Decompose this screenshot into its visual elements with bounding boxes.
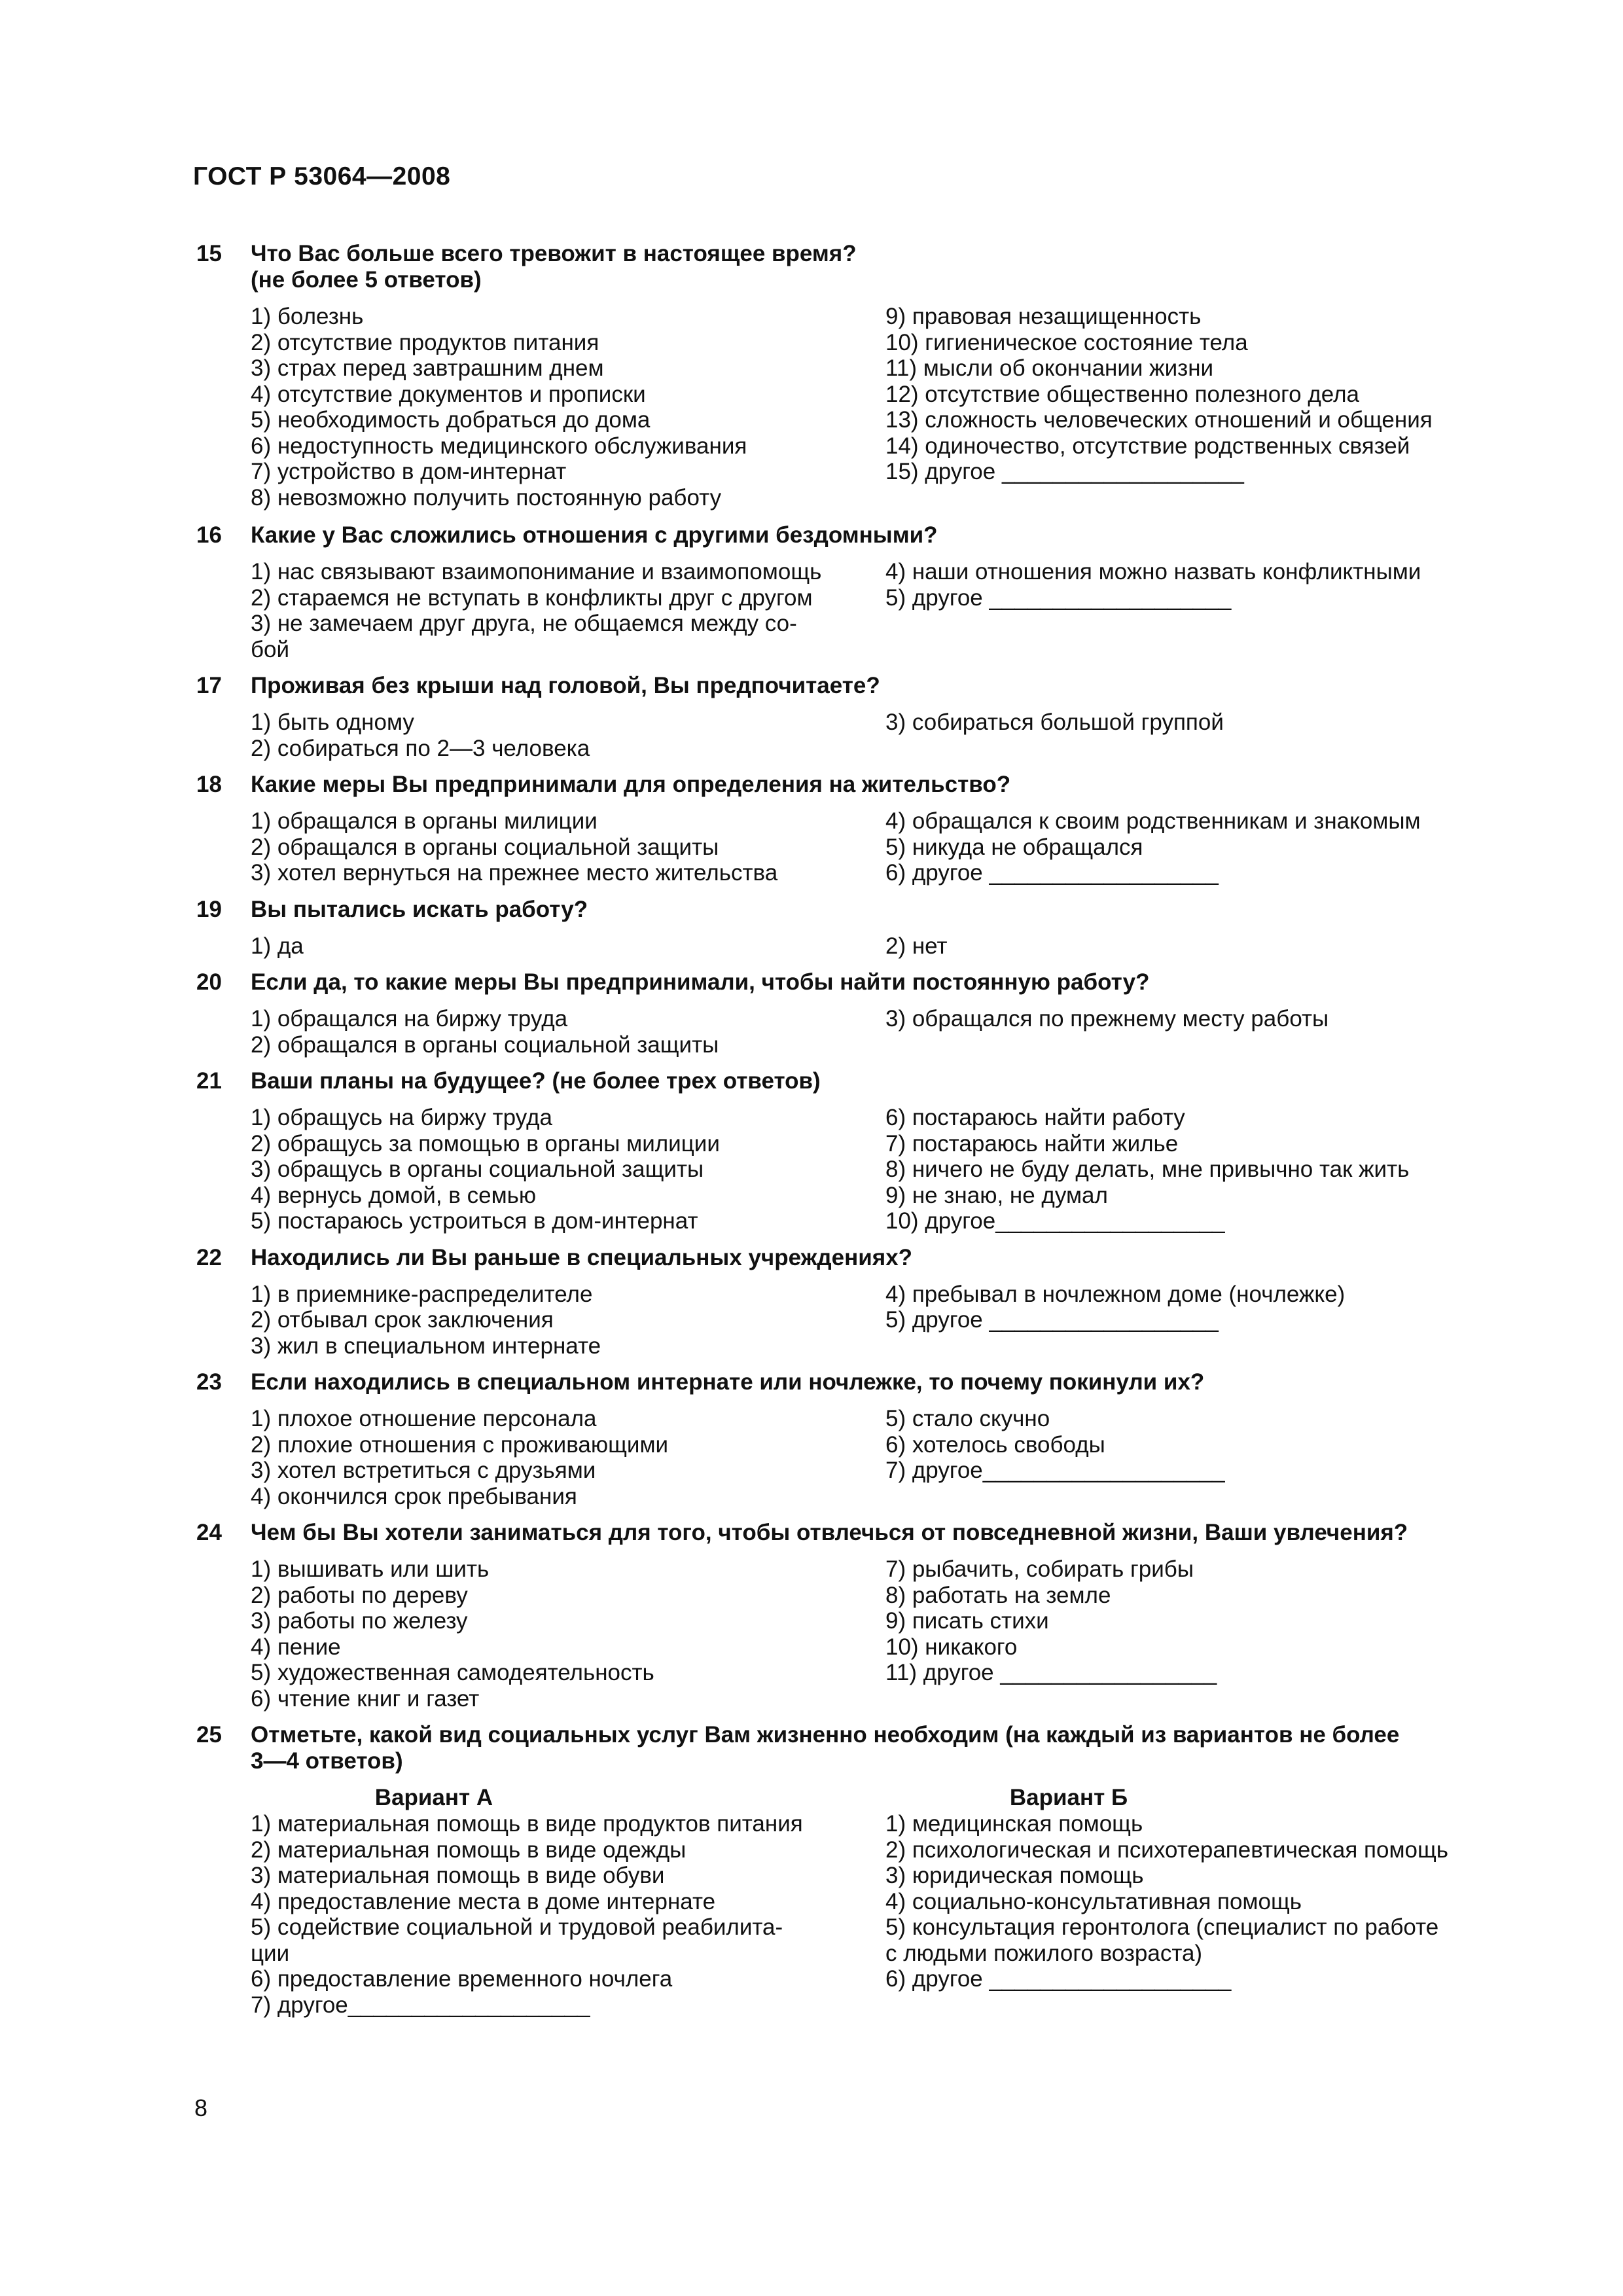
answer-options [251, 709, 1499, 761]
answer-option: 4) отсутствие документов и прописки [251, 381, 646, 407]
question-number: 25 [196, 1722, 222, 1748]
question-title: Проживая без крыши над головой, Вы предпочитаете? [251, 673, 880, 698]
question-header [196, 969, 1499, 996]
answer-option: 2) отбывал срок заключения [251, 1307, 554, 1333]
question-19 [196, 897, 1499, 960]
answer-option: 1) нас связывают взаимопонимание и взаимопомощь [251, 559, 822, 584]
answer-option: 3) страх перед завтрашним днем [251, 355, 604, 381]
answer-option: 5) художественная самодеятельность [251, 1660, 654, 1685]
options-column-right [885, 1785, 1520, 2018]
question-number: 24 [196, 1520, 222, 1545]
question-number: 15 [196, 241, 222, 266]
answer-option: 6) хотелось свободы [885, 1431, 1105, 1458]
question-number: 16 [196, 522, 222, 548]
options-column-right [885, 1406, 1520, 1509]
question-title: Находились ли Вы раньше в специальных учреждениях? [251, 1244, 913, 1270]
answer-option: 1) болезнь [251, 304, 364, 329]
answer-option: 10) другое__________________ [885, 1208, 1225, 1234]
questionnaire [196, 241, 1499, 2028]
question-17 [196, 673, 1499, 761]
question-title: Вы пытались искать работу? [251, 896, 588, 922]
question-number: 21 [196, 1068, 222, 1094]
question-number: 19 [196, 896, 222, 922]
answer-option: 5) другое __________________ [885, 1307, 1219, 1333]
answer-option: 6) недоступность медицинского обслуживания [251, 433, 747, 459]
answer-option: 6) чтение книг и газет [251, 1685, 480, 1712]
options-column-left [251, 559, 885, 662]
answer-option: 10) гигиеническое состояние тела [885, 329, 1248, 355]
question-number: 18 [196, 772, 222, 797]
answer-option: 13) сложность человеческих отношений и общения [885, 407, 1433, 433]
answer-option: 5) стало скучно [885, 1406, 1050, 1431]
answer-option: 3) материальная помощь в виде обуви [251, 1863, 665, 1888]
answer-option: 6) постараюсь найти работу [885, 1105, 1185, 1130]
page-number: 8 [194, 2094, 208, 2121]
answer-options [251, 933, 1499, 960]
question-title: Если да, то какие меры Вы предпринимали, чтобы найти постоянную работу? [251, 969, 1150, 995]
question-title: Отметьте, какой вид социальных услуг Вам жизненно необходим (на каждый из вариантов не более 3—4 ответов) [251, 1722, 1400, 1774]
options-column-right [885, 1006, 1520, 1058]
options-column-left [251, 1556, 885, 1712]
answer-option: 8) невозможно получить постоянную работу [251, 484, 722, 511]
question-header [196, 1369, 1499, 1395]
options-column-right [885, 808, 1520, 886]
answer-option: 5) постараюсь устроиться в дом-интернат [251, 1208, 698, 1234]
question-header [196, 1068, 1499, 1094]
answer-option: 5) консультация геронтолога (специалист по работе с людьми пожилого возраста) [885, 1914, 1439, 1966]
answer-options [251, 1282, 1499, 1359]
options-column-right [885, 1105, 1520, 1234]
answer-option: 14) одиночество, отсутствие родственных связей [885, 433, 1410, 459]
question-22 [196, 1245, 1499, 1359]
answer-option: 11) другое _________________ [885, 1660, 1217, 1685]
question-header [196, 673, 1499, 699]
answer-option: 6) другое __________________ [885, 860, 1219, 886]
variant-heading: Вариант Б [1009, 1785, 1128, 1810]
answer-option: 4) социально-консультативная помощь [885, 1888, 1302, 1914]
question-title: Какие меры Вы предпринимали для определения на жительство? [251, 772, 1011, 797]
options-column-left [251, 1406, 885, 1509]
answer-options [251, 559, 1499, 662]
options-column-left [251, 1105, 885, 1234]
answer-option: 5) содействие социальной и трудовой реабилита- ции [251, 1914, 783, 1966]
answer-option: 1) да [251, 933, 304, 959]
question-header [196, 772, 1499, 798]
options-column-left [251, 304, 885, 511]
answer-option: 3) юридическая помощь [885, 1863, 1144, 1888]
question-header [196, 522, 1499, 548]
answer-option: 3) обращусь в органы социальной защиты [251, 1157, 704, 1182]
answer-option: 5) необходимость добраться до дома [251, 407, 651, 433]
answer-option: 5) никуда не обращался [885, 834, 1143, 860]
question-24 [196, 1520, 1499, 1712]
question-number: 20 [196, 969, 222, 995]
question-16 [196, 522, 1499, 662]
options-column-left [251, 1006, 885, 1058]
answer-option: 2) обращусь за помощью в органы милиции [251, 1130, 720, 1157]
question-number: 22 [196, 1244, 222, 1270]
answer-option: 4) предоставление места в доме интернате [251, 1888, 716, 1914]
answer-option: 1) обращусь на биржу труда [251, 1105, 552, 1130]
answer-option: 2) обращался в органы социальной защиты [251, 834, 719, 860]
options-column-right [885, 933, 1520, 960]
answer-options [251, 1006, 1499, 1058]
options-column-left [251, 1785, 885, 2018]
answer-option: 2) собираться по 2—3 человека [251, 735, 590, 761]
question-header [196, 1722, 1499, 1774]
answer-option: 1) обращался в органы милиции [251, 808, 597, 834]
answer-option: 7) рыбачить, собирать грибы [885, 1556, 1194, 1582]
answer-option: 9) не знаю, не думал [885, 1182, 1108, 1208]
answer-option: 2) плохие отношения с проживающими [251, 1431, 669, 1458]
answer-option: 3) жил в специальном интернате [251, 1333, 601, 1359]
answer-option: 2) стараемся не вступать в конфликты друг с другом [251, 584, 813, 611]
answer-options [251, 1105, 1499, 1234]
answer-option: 1) медицинская помощь [885, 1811, 1143, 1837]
answer-option: 1) быть одному [251, 709, 414, 735]
answer-option: 2) нет [885, 933, 948, 959]
question-20 [196, 969, 1499, 1058]
question-header [196, 1520, 1499, 1546]
document-code: ГОСТ Р 53064—2008 [193, 162, 451, 190]
answer-option: 1) обращался на биржу труда [251, 1006, 568, 1031]
answer-option: 2) обращался в органы социальной защиты [251, 1031, 719, 1058]
answer-option: 12) отсутствие общественно полезного дела [885, 381, 1359, 407]
answer-option: 8) ничего не буду делать, мне привычно так жить [885, 1157, 1410, 1182]
answer-option: 1) материальная помощь в виде продуктов питания [251, 1811, 803, 1837]
options-column-right [885, 304, 1520, 511]
question-23 [196, 1369, 1499, 1509]
options-column-right [885, 559, 1520, 662]
question-title: Чем бы Вы хотели заниматься для того, чтобы отвлечься от повседневной жизни, Ваши увлечения? [251, 1520, 1408, 1545]
answer-option: 4) окончился срок пребывания [251, 1483, 577, 1509]
answer-option: 9) правовая незащищенность [885, 304, 1202, 329]
answer-options [251, 1556, 1499, 1712]
question-number: 17 [196, 673, 222, 698]
answer-option: 3) хотел встретиться с друзьями [251, 1458, 596, 1483]
answer-options [251, 1406, 1499, 1509]
options-column-right [885, 1282, 1520, 1359]
answer-option: 4) пребывал в ночлежном доме (ночлежке) [885, 1281, 1346, 1307]
answer-option: 4) пение [251, 1634, 341, 1660]
question-header [196, 1245, 1499, 1271]
answer-option: 7) другое___________________ [251, 1992, 590, 2018]
question-title: Какие у Вас сложились отношения с другими бездомными? [251, 522, 938, 548]
answer-option: 1) плохое отношение персонала [251, 1406, 597, 1431]
answer-option: 4) вернусь домой, в семью [251, 1182, 537, 1208]
question-25 [196, 1722, 1499, 2018]
answer-option: 7) другое___________________ [885, 1458, 1225, 1483]
answer-option: 3) обращался по прежнему месту работы [885, 1006, 1329, 1031]
question-21 [196, 1068, 1499, 1234]
answer-options [251, 808, 1499, 886]
answer-option: 7) устройство в дом-интернат [251, 459, 567, 484]
answer-option: 2) отсутствие продуктов питания [251, 329, 599, 355]
question-header [196, 241, 1499, 293]
answer-options [251, 1785, 1499, 2018]
answer-option: 11) мысли об окончании жизни [885, 355, 1214, 381]
options-column-left [251, 933, 885, 960]
options-column-left [251, 709, 885, 761]
options-column-right [885, 709, 1520, 761]
options-column-right [885, 1556, 1520, 1712]
answer-option: 9) писать стихи [885, 1608, 1049, 1634]
answer-option: 2) материальная помощь в виде одежды [251, 1837, 687, 1863]
answer-option: 5) другое ___________________ [885, 584, 1232, 611]
question-number: 23 [196, 1369, 222, 1395]
answer-option: 2) работы по дереву [251, 1582, 468, 1608]
options-column-left [251, 808, 885, 886]
answer-option: 8) работать на земле [885, 1582, 1111, 1608]
question-title: Если находились в специальном интернате или ночлежке, то почему покинули их? [251, 1369, 1205, 1395]
answer-option: 2) психологическая и психотерапевтическая помощь [885, 1837, 1449, 1863]
answer-option: 6) другое ___________________ [885, 1966, 1232, 1992]
answer-option: 1) в приемнике-распределителе [251, 1281, 593, 1307]
question-header [196, 897, 1499, 923]
answer-option: 1) вышивать или шить [251, 1556, 490, 1582]
answer-option: 4) наши отношения можно назвать конфликтными [885, 559, 1421, 584]
answer-option: 3) хотел вернуться на прежнее место жительства [251, 860, 778, 886]
answer-option: 3) собираться большой группой [885, 709, 1224, 735]
options-column-left [251, 1282, 885, 1359]
question-15 [196, 241, 1499, 511]
answer-option: 7) постараюсь найти жилье [885, 1130, 1179, 1157]
answer-option: 15) другое ___________________ [885, 459, 1244, 484]
question-title: Ваши планы на будущее? (не более трех ответов) [251, 1068, 821, 1094]
answer-option: 10) никакого [885, 1634, 1018, 1660]
answer-option: 4) обращался к своим родственникам и знакомым [885, 808, 1421, 834]
variant-heading: Вариант А [374, 1785, 493, 1810]
question-18 [196, 772, 1499, 886]
question-title: Что Вас больше всего тревожит в настоящее время? (не более 5 ответов) [251, 241, 857, 293]
answer-option: 3) не замечаем друг друга, не общаемся между со- бой [251, 611, 797, 662]
answer-option: 6) предоставление временного ночлега [251, 1966, 673, 1992]
answer-option: 3) работы по железу [251, 1608, 468, 1634]
answer-options [251, 304, 1499, 511]
